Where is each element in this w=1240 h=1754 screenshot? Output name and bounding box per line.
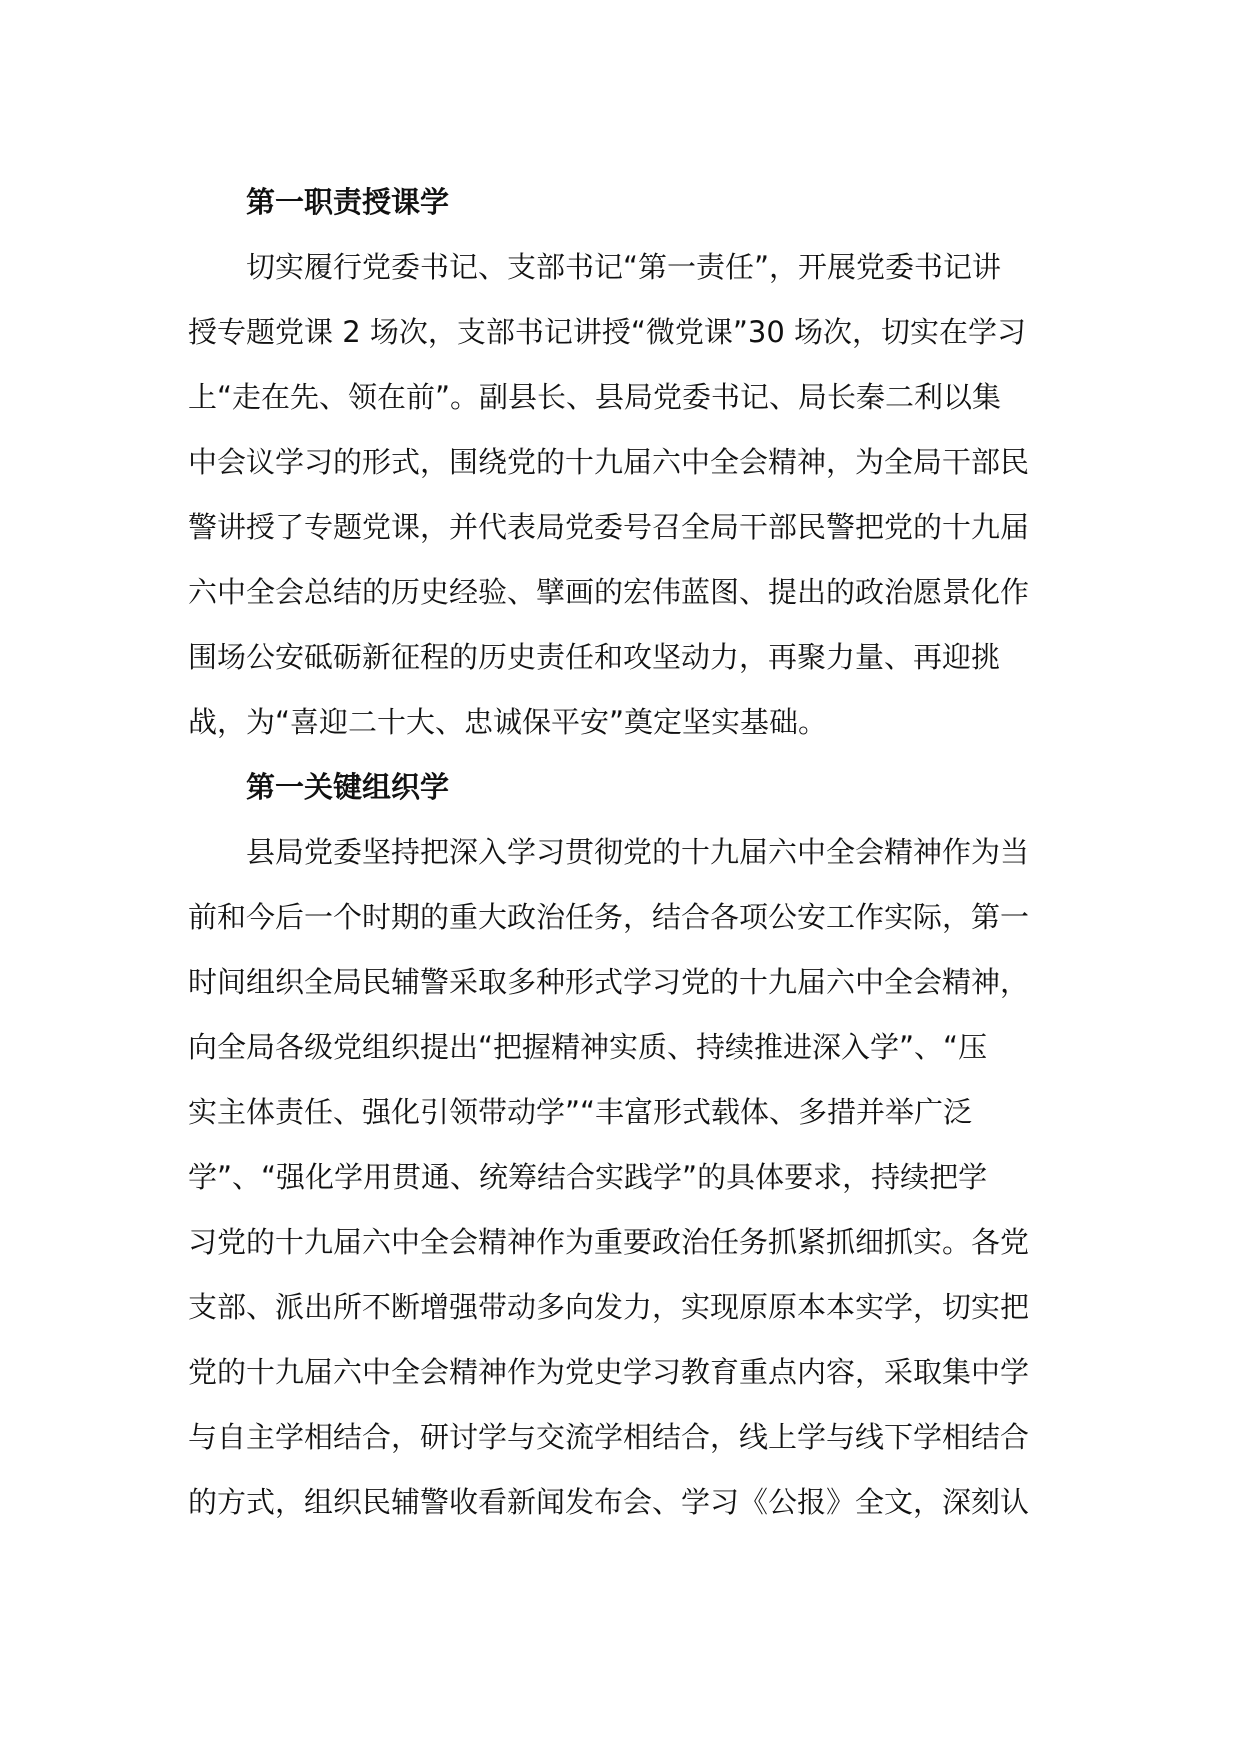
- paragraph-line: 学”、“强化学用贯通、统筹结合实践学”的具体要求，持续把学: [188, 1160, 988, 1194]
- paragraph-line: 中会议学习的形式，围绕党的十九届六中全会精神，为全局干部民: [188, 445, 1030, 479]
- paragraph-line: 切实履行党委书记、支部书记“第一责任”，开展党委书记讲: [246, 250, 1002, 284]
- paragraph-line: 警讲授了专题党课，并代表局党委号召全局干部民警把党的十九届: [188, 510, 1030, 544]
- section-heading-key-organization: 第一关键组织学: [246, 770, 450, 804]
- paragraph-line: 党的十九届六中全会精神作为党史学习教育重点内容，采取集中学: [188, 1355, 1030, 1389]
- paragraph-line: 六中全会总结的历史经验、擘画的宏伟蓝图、提出的政治愿景化作: [188, 575, 1030, 609]
- document-body: [188, 170, 1058, 1535]
- paragraph-line: 时间组织全局民辅警采取多种形式学习党的十九届六中全会精神，: [188, 965, 1030, 999]
- paragraph-line: 县局党委坚持把深入学习贯彻党的十九届六中全会精神作为当: [246, 835, 1030, 869]
- paragraph-line: 支部、派出所不断增强带动多向发力，实现原原本本实学，切实把: [188, 1290, 1030, 1324]
- paragraph-line: 围场公安砥砺新征程的历史责任和攻坚动力，再聚力量、再迎挑: [188, 640, 1001, 674]
- paragraph-line: 授专题党课 2 场次，支部书记讲授“微党课”30 场次，切实在学习: [188, 315, 1027, 349]
- paragraph-line: 习党的十九届六中全会精神作为重要政治任务抓紧抓细抓实。各党: [188, 1225, 1030, 1259]
- paragraph-line: 战，为“喜迎二十大、忠诚保平安”奠定坚实基础。: [188, 705, 828, 739]
- section-paragraph-key-organization: [188, 820, 1058, 1535]
- section-paragraph-first-responsibility: [188, 235, 1058, 755]
- section-heading-first-responsibility: 第一职责授课学: [246, 185, 450, 219]
- paragraph-line: 向全局各级党组织提出“把握精神实质、持续推进深入学”、“压: [188, 1030, 988, 1064]
- paragraph-line: 上“走在先、领在前”。副县长、县局党委书记、局长秦二利以集: [188, 380, 1002, 414]
- paragraph-line: 前和今后一个时期的重大政治任务，结合各项公安工作实际，第一: [188, 900, 1030, 934]
- paragraph-line: 的方式，组织民辅警收看新闻发布会、学习《公报》全文，深刻认: [188, 1485, 1030, 1519]
- paragraph-line: 与自主学相结合，研讨学与交流学相结合，线上学与线下学相结合: [188, 1420, 1030, 1454]
- paragraph-line: 实主体责任、强化引领带动学”“丰富形式载体、多措并举广泛: [188, 1095, 973, 1129]
